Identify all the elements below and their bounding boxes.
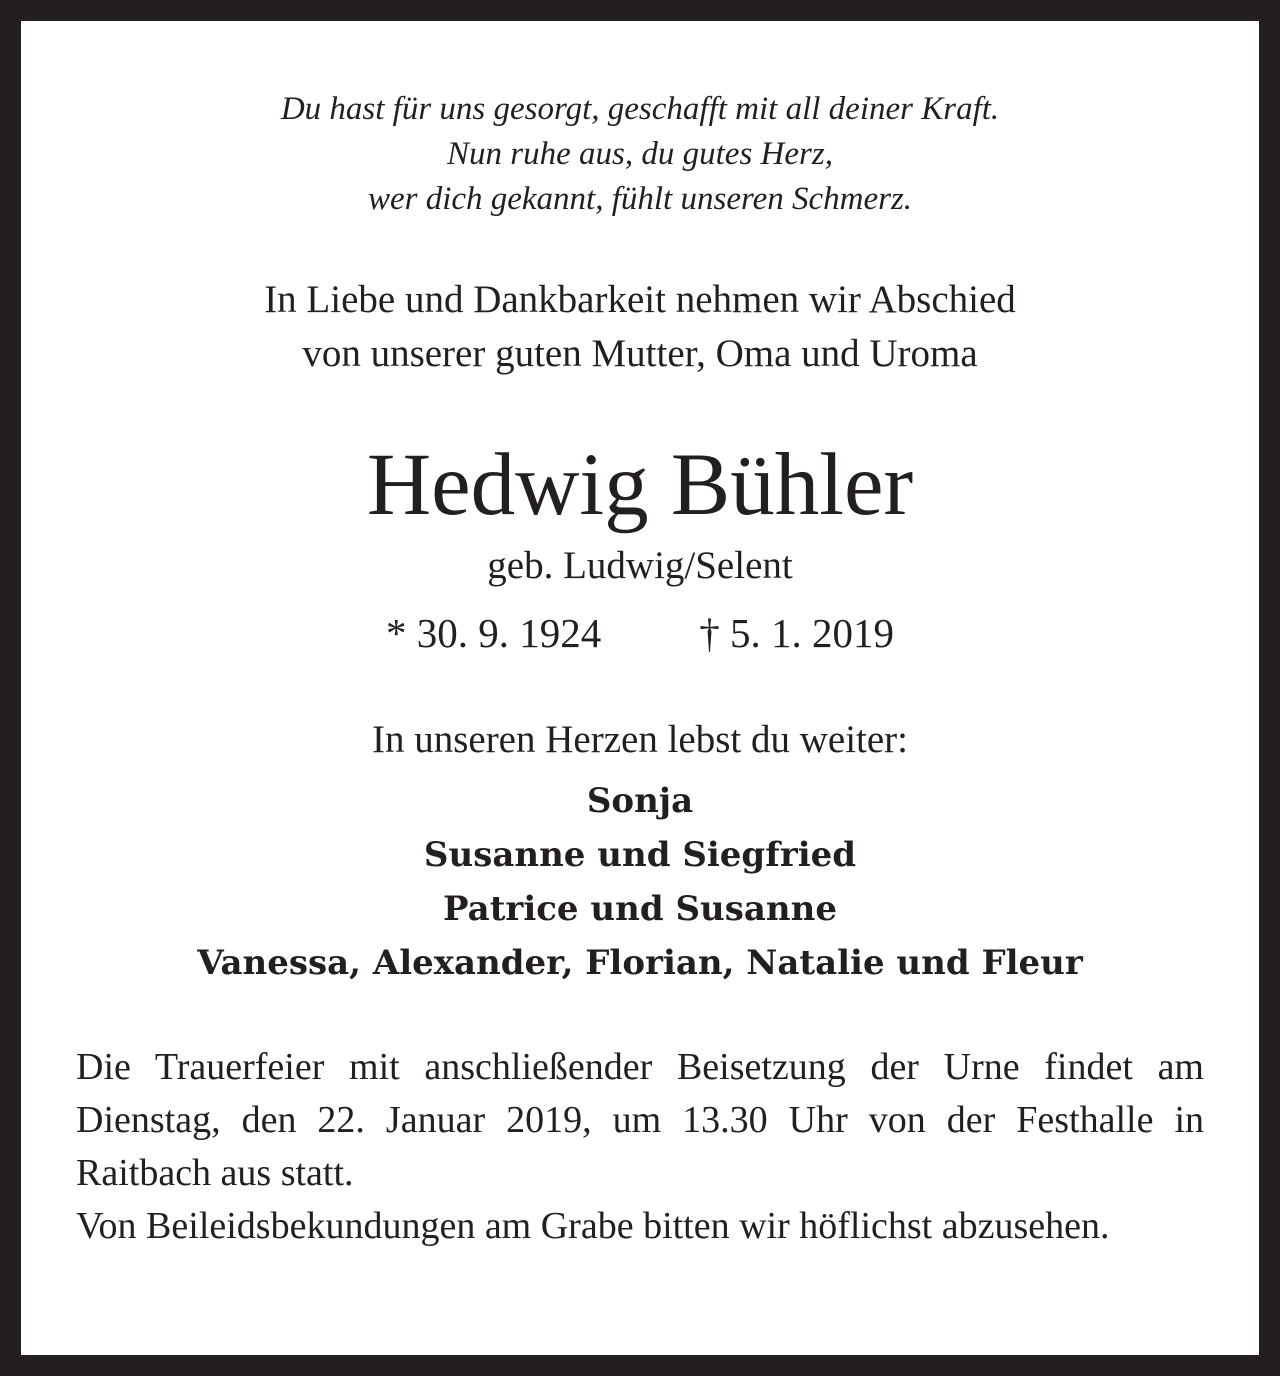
farewell-intro-line: von unserer guten Mutter, Oma und Uroma [302, 332, 978, 375]
birth-date: * 30. 9. 1924 [386, 610, 602, 656]
mourners-list [21, 774, 1259, 990]
condolence-paragraph: Von Beileidsbekundungen am Grabe bitten wir höflichst abzusehen. [76, 1205, 1110, 1247]
poem-line: wer dich gekannt, fühlt unseren Schmerz. [367, 181, 913, 217]
poem-line: Du hast für uns gesorgt, geschafft mit all deiner Kraft. [280, 91, 1000, 127]
mourner-name: Patrice und Susanne [443, 889, 837, 929]
service-paragraph: Die Trauerfeier mit anschließender Beisetzung der Urne findet am Dienstag, den 22. Januar 2019, um 13.30 Uhr von der Festhalle in Raitbach aus statt. [76, 1046, 1204, 1194]
service-info [76, 1041, 1204, 1253]
death-date: † 5. 1. 2019 [699, 610, 894, 656]
poem [21, 87, 1259, 222]
farewell-intro [21, 273, 1259, 381]
obituary-notice [21, 21, 1259, 1355]
mourner-name: Susanne und Siegfried [423, 835, 857, 875]
deceased-name: Hedwig Bühler [366, 436, 914, 534]
farewell-intro-line: In Liebe und Dankbarkeit nehmen wir Abschied [264, 278, 1016, 321]
mourners-intro: In unseren Herzen lebst du weiter: [371, 718, 909, 761]
mourner-name: Sonja [586, 781, 694, 821]
life-dates [21, 606, 1259, 660]
poem-line: Nun ruhe aus, du gutes Herz, [447, 136, 833, 172]
mourner-name: Vanessa, Alexander, Florian, Natalie und Fleur [197, 943, 1083, 983]
maiden-name: geb. Ludwig/Selent [487, 544, 793, 587]
